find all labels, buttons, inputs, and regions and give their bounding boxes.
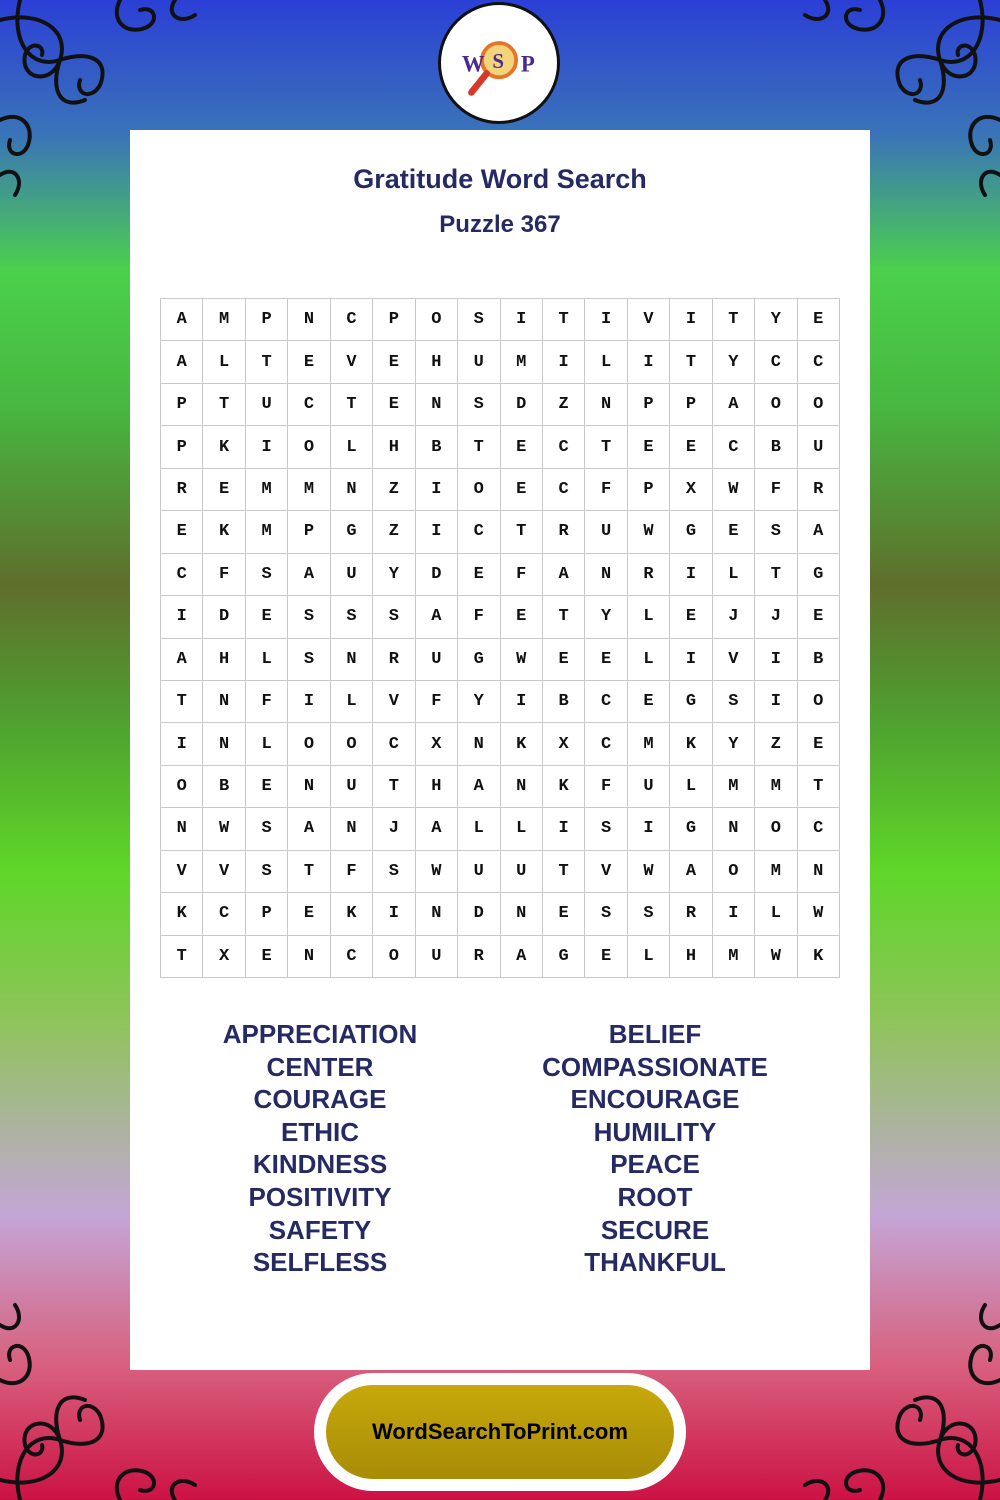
grid-cell[interactable]: T	[670, 341, 712, 383]
grid-cell[interactable]: I	[161, 596, 203, 638]
grid-cell[interactable]: O	[416, 299, 458, 341]
grid-cell[interactable]: T	[246, 341, 288, 383]
grid-cell[interactable]: C	[458, 511, 500, 553]
puzzle-number: Puzzle 367	[439, 211, 561, 238]
grid-cell[interactable]: S	[628, 893, 670, 935]
grid-cell[interactable]: P	[670, 384, 712, 426]
grid-cell[interactable]: N	[501, 893, 543, 935]
grid-cell[interactable]: G	[458, 639, 500, 681]
grid-cell[interactable]: G	[331, 511, 373, 553]
grid-cell[interactable]: E	[458, 554, 500, 596]
grid-cell[interactable]: U	[798, 426, 840, 468]
grid-cell[interactable]: M	[203, 299, 245, 341]
grid-cell[interactable]: E	[670, 426, 712, 468]
logo-letter-w: W	[461, 51, 485, 77]
grid-cell[interactable]: T	[331, 384, 373, 426]
grid-cell[interactable]: E	[373, 341, 415, 383]
grid-cell[interactable]: K	[203, 426, 245, 468]
grid-cell[interactable]: P	[628, 384, 670, 426]
grid-cell[interactable]: E	[628, 426, 670, 468]
grid-cell[interactable]: R	[373, 639, 415, 681]
grid-cell[interactable]: L	[755, 893, 797, 935]
grid-cell[interactable]: Z	[755, 723, 797, 765]
grid-cell[interactable]: F	[246, 681, 288, 723]
grid-cell[interactable]: P	[246, 893, 288, 935]
grid-cell[interactable]: A	[288, 808, 330, 850]
grid-cell[interactable]: H	[373, 426, 415, 468]
puzzle-sheet	[130, 130, 870, 1370]
grid-cell[interactable]: X	[203, 936, 245, 978]
grid-cell[interactable]: O	[755, 384, 797, 426]
grid-cell[interactable]: L	[246, 723, 288, 765]
grid-cell[interactable]: G	[543, 936, 585, 978]
grid-cell[interactable]: S	[246, 851, 288, 893]
grid-cell[interactable]: O	[798, 681, 840, 723]
grid-cell[interactable]: E	[798, 723, 840, 765]
grid-cell[interactable]: T	[543, 299, 585, 341]
grid-cell[interactable]: V	[713, 639, 755, 681]
grid-cell[interactable]: S	[246, 554, 288, 596]
grid-cell[interactable]: V	[161, 851, 203, 893]
word-item: ETHIC	[281, 1116, 359, 1147]
grid-cell[interactable]: A	[713, 384, 755, 426]
grid-cell[interactable]: X	[670, 469, 712, 511]
grid-cell[interactable]: O	[288, 723, 330, 765]
word-item: BELIEF	[608, 1019, 702, 1049]
grid-cell[interactable]: L	[246, 639, 288, 681]
grid-cell[interactable]: T	[161, 936, 203, 978]
grid-cell[interactable]: B	[543, 681, 585, 723]
grid-cell[interactable]: L	[713, 554, 755, 596]
word-item: ENCOURAGE	[570, 1084, 740, 1115]
grid-cell[interactable]: C	[331, 299, 373, 341]
grid-cell[interactable]: L	[585, 341, 627, 383]
grid-cell[interactable]: C	[373, 723, 415, 765]
grid-cell[interactable]: A	[416, 596, 458, 638]
grid-cell[interactable]: U	[628, 766, 670, 808]
grid-cell[interactable]: I	[543, 341, 585, 383]
grid-cell[interactable]: W	[628, 851, 670, 893]
site-logo[interactable]	[438, 2, 560, 124]
grid-cell[interactable]: Y	[373, 554, 415, 596]
word-item: SELFLESS	[252, 1247, 388, 1278]
grid-cell[interactable]: C	[203, 893, 245, 935]
grid-cell[interactable]: C	[161, 554, 203, 596]
grid-cell[interactable]: I	[246, 426, 288, 468]
grid-cell[interactable]: V	[203, 851, 245, 893]
grid-cell[interactable]: O	[458, 469, 500, 511]
grid-cell[interactable]: C	[288, 384, 330, 426]
grid-cell[interactable]: E	[798, 299, 840, 341]
site-badge[interactable]	[314, 1373, 686, 1491]
grid-cell[interactable]: U	[246, 384, 288, 426]
grid-cell[interactable]: F	[501, 554, 543, 596]
grid-cell[interactable]: U	[416, 936, 458, 978]
word-item: POSITIVITY	[248, 1181, 392, 1212]
grid-cell[interactable]: A	[501, 936, 543, 978]
grid-cell[interactable]: I	[501, 299, 543, 341]
grid-cell[interactable]: E	[628, 681, 670, 723]
grid-cell[interactable]: N	[203, 681, 245, 723]
grid-cell[interactable]: D	[203, 596, 245, 638]
letter-grid	[160, 298, 840, 978]
grid-cell[interactable]: V	[628, 299, 670, 341]
grid-cell[interactable]: O	[798, 384, 840, 426]
grid-cell[interactable]: M	[501, 341, 543, 383]
grid-cell[interactable]: W	[713, 469, 755, 511]
grid-cell[interactable]: T	[373, 766, 415, 808]
grid-cell[interactable]: K	[543, 766, 585, 808]
grid-cell[interactable]: I	[373, 893, 415, 935]
grid-cell[interactable]: P	[373, 299, 415, 341]
grid-cell[interactable]: R	[543, 511, 585, 553]
grid-cell[interactable]: I	[416, 469, 458, 511]
grid-cell[interactable]: N	[416, 384, 458, 426]
grid-cell[interactable]: M	[628, 723, 670, 765]
grid-cell[interactable]: R	[628, 554, 670, 596]
grid-cell[interactable]: H	[416, 341, 458, 383]
grid-cell[interactable]: I	[585, 299, 627, 341]
grid-cell[interactable]: L	[331, 681, 373, 723]
grid-cell[interactable]: M	[755, 766, 797, 808]
grid-cell[interactable]: N	[585, 554, 627, 596]
grid-cell[interactable]: N	[501, 766, 543, 808]
grid-cell[interactable]: O	[331, 723, 373, 765]
grid-cell[interactable]: K	[161, 893, 203, 935]
grid-cell[interactable]: W	[755, 936, 797, 978]
grid-cell[interactable]: S	[585, 808, 627, 850]
grid-cell[interactable]: W	[798, 893, 840, 935]
grid-cell[interactable]: Y	[755, 299, 797, 341]
grid-cell[interactable]: S	[246, 808, 288, 850]
grid-cell[interactable]: C	[755, 341, 797, 383]
grid-cell[interactable]: W	[501, 639, 543, 681]
grid-cell[interactable]: C	[585, 723, 627, 765]
grid-cell[interactable]: K	[670, 723, 712, 765]
grid-cell[interactable]: Z	[543, 384, 585, 426]
grid-cell[interactable]: T	[161, 681, 203, 723]
grid-cell[interactable]: E	[670, 596, 712, 638]
grid-cell[interactable]: N	[288, 766, 330, 808]
grid-cell[interactable]: T	[458, 426, 500, 468]
grid-cell[interactable]: E	[798, 596, 840, 638]
grid-cell[interactable]: N	[203, 723, 245, 765]
grid-cell[interactable]: S	[458, 299, 500, 341]
grid-cell[interactable]: I	[501, 681, 543, 723]
grid-cell[interactable]: M	[288, 469, 330, 511]
grid-cell[interactable]: N	[331, 808, 373, 850]
word-item: COURAGE	[253, 1084, 387, 1115]
grid-cell[interactable]: S	[755, 511, 797, 553]
grid-cell[interactable]: M	[713, 936, 755, 978]
grid-cell[interactable]: N	[798, 851, 840, 893]
grid-cell[interactable]: G	[670, 808, 712, 850]
grid-cell[interactable]: M	[246, 511, 288, 553]
grid-cell[interactable]: E	[246, 596, 288, 638]
grid-cell[interactable]: G	[798, 554, 840, 596]
grid-cell[interactable]: O	[161, 766, 203, 808]
grid-cell[interactable]: D	[458, 893, 500, 935]
grid-cell[interactable]: S	[585, 893, 627, 935]
grid-cell[interactable]: U	[416, 639, 458, 681]
grid-cell[interactable]: N	[713, 808, 755, 850]
grid-cell[interactable]: I	[670, 639, 712, 681]
grid-cell[interactable]: U	[458, 851, 500, 893]
grid-cell[interactable]: R	[670, 893, 712, 935]
grid-cell[interactable]: W	[416, 851, 458, 893]
grid-cell[interactable]: U	[501, 851, 543, 893]
grid-cell[interactable]: K	[501, 723, 543, 765]
grid-cell[interactable]: S	[331, 596, 373, 638]
grid-cell[interactable]: H	[670, 936, 712, 978]
grid-cell[interactable]: G	[670, 681, 712, 723]
grid-cell[interactable]: E	[501, 596, 543, 638]
grid-cell[interactable]: F	[585, 469, 627, 511]
grid-cell[interactable]: N	[288, 936, 330, 978]
grid-cell[interactable]: R	[458, 936, 500, 978]
page-title: Gratitude Word Search	[353, 164, 647, 194]
grid-cell[interactable]: B	[416, 426, 458, 468]
grid-cell[interactable]: N	[161, 808, 203, 850]
grid-cell[interactable]: Z	[373, 469, 415, 511]
grid-cell[interactable]: E	[246, 766, 288, 808]
grid-cell[interactable]: A	[161, 639, 203, 681]
grid-cell[interactable]: E	[543, 893, 585, 935]
grid-cell[interactable]: M	[713, 766, 755, 808]
grid-cell[interactable]: N	[458, 723, 500, 765]
grid-cell[interactable]: E	[501, 469, 543, 511]
grid-cell[interactable]: A	[670, 851, 712, 893]
grid-cell[interactable]: K	[203, 511, 245, 553]
grid-cell[interactable]: T	[798, 766, 840, 808]
site-link[interactable]: WordSearchToPrint.com	[326, 1385, 674, 1479]
word-item: APPRECIATION	[222, 1019, 418, 1049]
grid-cell[interactable]: W	[628, 511, 670, 553]
grid-cell[interactable]: E	[373, 384, 415, 426]
grid-cell[interactable]: S	[373, 596, 415, 638]
grid-cell[interactable]: A	[416, 808, 458, 850]
grid-cell[interactable]: A	[458, 766, 500, 808]
grid-cell[interactable]: X	[543, 723, 585, 765]
word-item: COMPASSIONATE	[542, 1051, 768, 1082]
grid-cell[interactable]: T	[543, 851, 585, 893]
grid-cell[interactable]: E	[501, 426, 543, 468]
grid-cell[interactable]: N	[331, 469, 373, 511]
grid-cell[interactable]: I	[543, 808, 585, 850]
grid-cell[interactable]: Z	[373, 511, 415, 553]
grid-cell[interactable]: E	[288, 893, 330, 935]
grid-cell[interactable]: I	[755, 681, 797, 723]
grid-cell[interactable]: N	[416, 893, 458, 935]
grid-cell[interactable]: T	[585, 426, 627, 468]
grid-cell[interactable]: T	[713, 299, 755, 341]
grid-cell[interactable]: K	[798, 936, 840, 978]
word-item: KINDNESS	[252, 1149, 388, 1180]
grid-cell[interactable]: H	[203, 639, 245, 681]
grid-cell[interactable]: R	[798, 469, 840, 511]
grid-cell[interactable]: P	[288, 511, 330, 553]
grid-cell[interactable]: L	[331, 426, 373, 468]
grid-cell[interactable]: Y	[458, 681, 500, 723]
grid-cell[interactable]: F	[203, 554, 245, 596]
grid-cell[interactable]: I	[713, 893, 755, 935]
word-item: HUMILITY	[593, 1116, 717, 1147]
grid-cell[interactable]: F	[331, 851, 373, 893]
word-item: CENTER	[266, 1051, 374, 1082]
grid-cell[interactable]: T	[203, 384, 245, 426]
word-item: PEACE	[610, 1149, 700, 1180]
grid-cell[interactable]: I	[670, 554, 712, 596]
grid-cell[interactable]: J	[755, 596, 797, 638]
grid-cell[interactable]: C	[798, 808, 840, 850]
word-item: SECURE	[600, 1214, 710, 1245]
grid-cell[interactable]: I	[628, 341, 670, 383]
grid-cell[interactable]: L	[628, 936, 670, 978]
grid-cell[interactable]: P	[161, 384, 203, 426]
word-list	[130, 1018, 870, 1279]
grid-cell[interactable]: E	[543, 639, 585, 681]
grid-cell[interactable]: V	[331, 341, 373, 383]
grid-cell[interactable]: S	[288, 639, 330, 681]
grid-cell[interactable]: C	[331, 936, 373, 978]
grid-cell[interactable]: M	[755, 851, 797, 893]
grid-cell[interactable]: E	[288, 341, 330, 383]
grid-cell[interactable]: J	[713, 596, 755, 638]
grid-cell[interactable]: O	[373, 936, 415, 978]
grid-cell[interactable]: C	[798, 341, 840, 383]
grid-cell[interactable]: B	[798, 639, 840, 681]
grid-cell[interactable]: X	[416, 723, 458, 765]
grid-cell[interactable]: F	[416, 681, 458, 723]
logo-letter-s: S	[492, 48, 504, 73]
grid-cell[interactable]: Y	[713, 723, 755, 765]
grid-cell[interactable]: L	[670, 766, 712, 808]
grid-cell[interactable]: A	[798, 511, 840, 553]
grid-cell[interactable]: V	[373, 681, 415, 723]
grid-cell[interactable]: F	[755, 469, 797, 511]
grid-cell[interactable]: U	[585, 511, 627, 553]
grid-cell[interactable]: R	[161, 469, 203, 511]
grid-cell[interactable]: C	[543, 469, 585, 511]
grid-cell[interactable]: O	[755, 808, 797, 850]
grid-cell[interactable]: A	[161, 299, 203, 341]
grid-cell[interactable]: B	[755, 426, 797, 468]
grid-cell[interactable]: T	[288, 851, 330, 893]
grid-cell[interactable]: L	[458, 808, 500, 850]
grid-cell[interactable]: G	[670, 511, 712, 553]
grid-cell[interactable]: E	[585, 936, 627, 978]
grid-cell[interactable]: N	[331, 639, 373, 681]
grid-cell[interactable]: F	[458, 596, 500, 638]
grid-cell[interactable]: C	[713, 426, 755, 468]
grid-cell[interactable]: B	[203, 766, 245, 808]
grid-cell[interactable]: I	[416, 511, 458, 553]
grid-cell[interactable]: A	[288, 554, 330, 596]
grid-cell[interactable]: E	[713, 511, 755, 553]
grid-cell[interactable]: P	[246, 299, 288, 341]
grid-cell[interactable]: T	[543, 596, 585, 638]
grid-cell[interactable]: E	[246, 936, 288, 978]
grid-cell[interactable]: F	[585, 766, 627, 808]
grid-cell[interactable]: U	[458, 341, 500, 383]
grid-cell[interactable]: D	[416, 554, 458, 596]
grid-cell[interactable]: S	[713, 681, 755, 723]
grid-cell[interactable]: P	[161, 426, 203, 468]
grid-cell[interactable]: M	[246, 469, 288, 511]
grid-cell[interactable]: L	[628, 596, 670, 638]
grid-cell[interactable]: L	[203, 341, 245, 383]
grid-cell[interactable]: W	[203, 808, 245, 850]
grid-cell[interactable]: Y	[713, 341, 755, 383]
grid-cell[interactable]: E	[585, 639, 627, 681]
grid-cell[interactable]: Y	[585, 596, 627, 638]
grid-cell[interactable]: T	[755, 554, 797, 596]
grid-cell[interactable]: I	[288, 681, 330, 723]
grid-cell[interactable]: L	[501, 808, 543, 850]
grid-cell[interactable]: S	[373, 851, 415, 893]
grid-cell[interactable]: I	[628, 808, 670, 850]
word-item: ROOT	[617, 1181, 693, 1212]
grid-cell[interactable]: C	[585, 681, 627, 723]
grid-cell[interactable]: S	[458, 384, 500, 426]
grid-cell[interactable]: E	[203, 469, 245, 511]
grid-cell[interactable]: U	[331, 766, 373, 808]
logo-letter-p: P	[520, 51, 535, 77]
grid-cell[interactable]: V	[585, 851, 627, 893]
grid-cell[interactable]: A	[161, 341, 203, 383]
grid-cell[interactable]: S	[288, 596, 330, 638]
grid-cell[interactable]: N	[585, 384, 627, 426]
word-item: SAFETY	[268, 1214, 372, 1245]
grid-cell[interactable]: K	[331, 893, 373, 935]
grid-cell[interactable]: O	[713, 851, 755, 893]
grid-cell[interactable]: D	[501, 384, 543, 426]
grid-cell[interactable]: E	[161, 511, 203, 553]
word-item: THANKFUL	[584, 1247, 726, 1278]
grid-cell[interactable]: H	[416, 766, 458, 808]
grid-cell[interactable]: N	[288, 299, 330, 341]
grid-cell[interactable]: U	[331, 554, 373, 596]
grid-cell[interactable]: J	[373, 808, 415, 850]
grid-cell[interactable]: C	[543, 426, 585, 468]
grid-cell[interactable]: L	[628, 639, 670, 681]
grid-cell[interactable]: I	[670, 299, 712, 341]
grid-cell[interactable]: A	[543, 554, 585, 596]
grid-cell[interactable]: T	[501, 511, 543, 553]
grid-cell[interactable]: I	[755, 639, 797, 681]
grid-cell[interactable]: O	[288, 426, 330, 468]
grid-cell[interactable]: I	[161, 723, 203, 765]
grid-cell[interactable]: P	[628, 469, 670, 511]
